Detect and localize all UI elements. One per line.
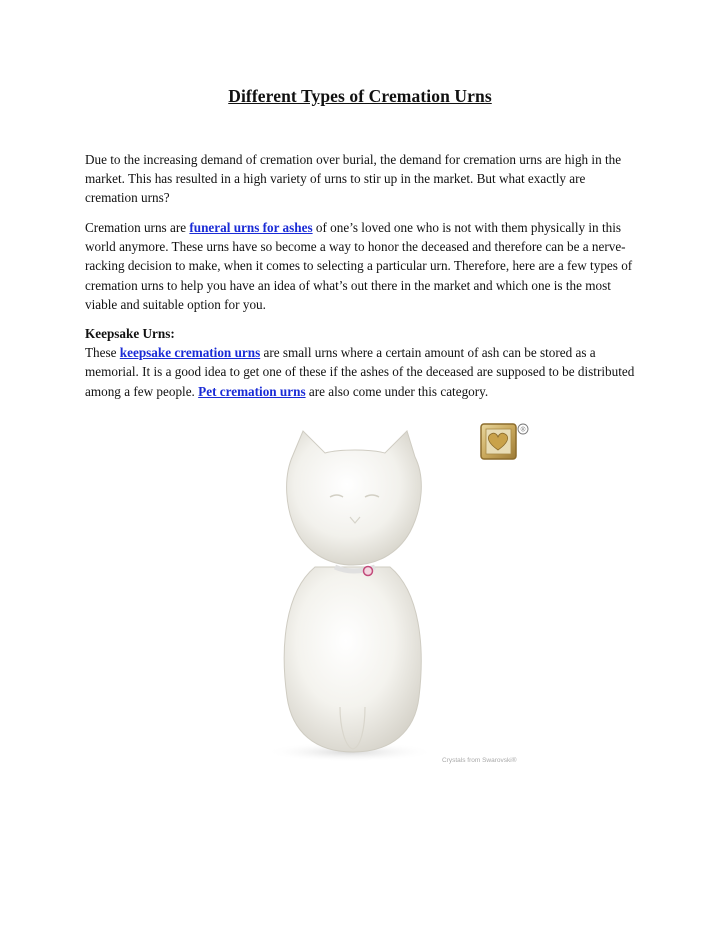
paragraph-text: are also come under this category. — [305, 383, 489, 399]
paragraph-text: Cremation urns are — [85, 220, 190, 235]
keepsake-section — [85, 324, 641, 401]
funeral-urns-link[interactable]: funeral urns for ashes — [189, 220, 313, 235]
definition-paragraph — [85, 218, 641, 314]
registered-mark: ® — [520, 426, 526, 434]
paragraph-text: are small urns where a certain amount of ash can be stored as a memorial. It is a good idea to get one of these if the ashes of the deceased are supposed to be distributed among a few people. — [85, 345, 635, 399]
heart-logo-icon — [481, 424, 528, 459]
image-caption: Crystals from Swarovski® — [442, 757, 517, 764]
page-title: Different Types of Cremation Urns — [228, 86, 492, 106]
paragraph-text: of one’s loved one who is not with them physically in this world anymore. These urns have so become a way to honor the deceased and therefore can be a nerve-racking decision to make, when it comes to selecting a particular urn. Therefore, here are a few types of cremation urns to help you have an idea of what’s out there in the market and which one is the most viable and suitable option for you. — [85, 220, 633, 312]
pet-urns-link[interactable]: Pet cremation urns — [198, 383, 306, 399]
section-heading: Keepsake Urns: — [85, 326, 175, 341]
intro-paragraph: Due to the increasing demand of cremation over burial, the demand for cremation urns are high in the market. This has resulted in a high variety of urns to stir up in the market. But what exactly are cremation urns? — [85, 152, 622, 206]
cat-urn-illustration — [175, 407, 545, 782]
cat-urn-image — [175, 407, 545, 782]
keepsake-urns-link[interactable]: keepsake cremation urns — [119, 345, 261, 361]
paragraph-text: These — [85, 345, 120, 361]
